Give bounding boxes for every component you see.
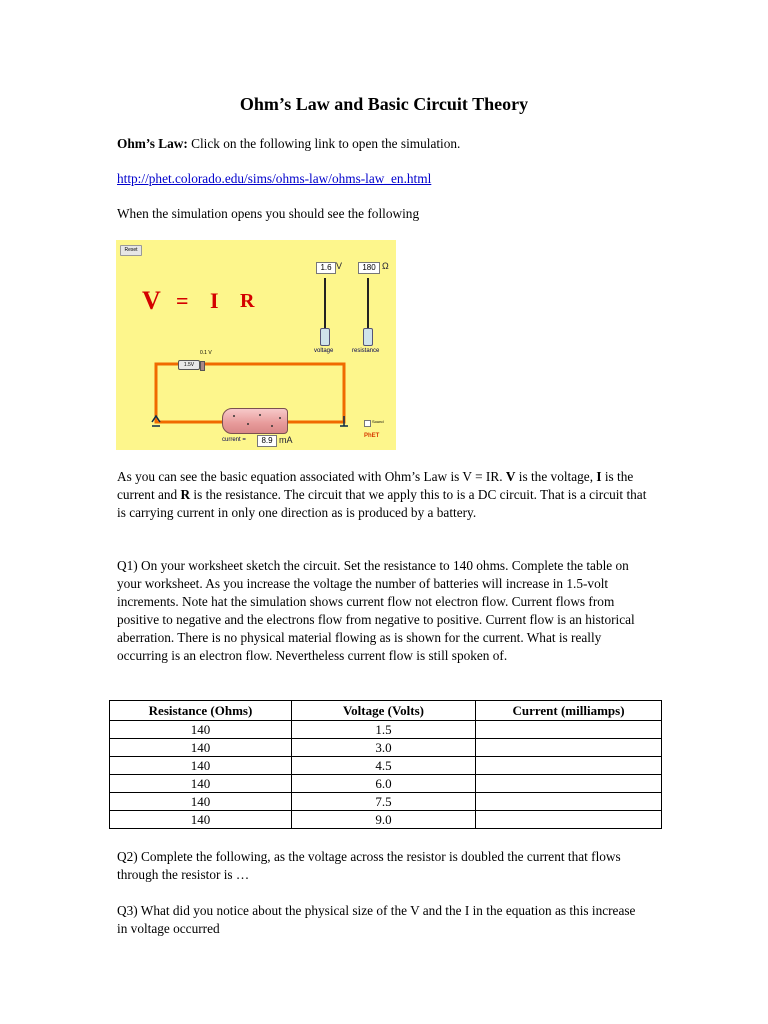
equation-v: V [142, 286, 161, 315]
equation-i: I [210, 288, 219, 313]
paragraph-text: As you can see the basic equation associated with Ohm’s Law is V = IR. [117, 469, 506, 484]
voltage-cell: 9.0 [292, 811, 476, 829]
column-header-voltage: Voltage (Volts) [292, 701, 476, 721]
resistance-cell: 140 [110, 721, 292, 739]
voltage-cell: 6.0 [292, 775, 476, 793]
voltage-readout: 1.6 [316, 262, 336, 274]
reset-button[interactable]: Reset [120, 245, 142, 256]
equation-paragraph [117, 468, 647, 522]
page-title: Ohm’s Law and Basic Circuit Theory [239, 94, 529, 114]
table-row [110, 739, 662, 757]
current-cell[interactable] [476, 739, 662, 757]
equation-equals: = [176, 288, 189, 313]
link-paragraph [117, 170, 647, 188]
resistor-dot [271, 425, 273, 427]
phet-logo: PhET [364, 433, 380, 439]
paragraph-text: is the current and [117, 469, 634, 502]
current-label: current = [222, 437, 246, 443]
intro-paragraph [117, 135, 647, 153]
resistance-cell: 140 [110, 757, 292, 775]
voltage-cell: 1.5 [292, 721, 476, 739]
voltage-cell: 3.0 [292, 739, 476, 757]
ohms-law-label: Ohm’s Law: [117, 136, 188, 151]
resistor-dot [247, 423, 249, 425]
data-table [109, 700, 662, 829]
question-3: Q3) What did you notice about the physical size of the V and the I in the equation as this increase in voltage occurred [117, 903, 636, 936]
r-symbol: R [180, 487, 191, 502]
ohms-law-simulation-image [116, 240, 396, 450]
sound-checkbox[interactable] [364, 420, 371, 427]
resistance-unit: Ω [382, 261, 389, 271]
current-readout: 8.9 [257, 435, 277, 447]
sound-checkbox-label: Sound [372, 419, 384, 424]
voltage-cell: 4.5 [292, 757, 476, 775]
resistor-dot [279, 417, 281, 419]
paragraph-text: is the voltage, [515, 469, 597, 484]
current-cell[interactable] [476, 775, 662, 793]
table-row [110, 757, 662, 775]
resistor [222, 408, 288, 434]
column-header-current: Current (milliamps) [476, 701, 662, 721]
resistance-cell: 140 [110, 739, 292, 757]
battery-terminal [200, 361, 205, 371]
resistance-readout: 180 [358, 262, 380, 274]
voltage-slider-label: voltage [314, 348, 334, 354]
resistor-dot [233, 415, 235, 417]
current-unit: mA [279, 435, 293, 445]
table-row [110, 775, 662, 793]
table-row [110, 811, 662, 829]
column-header-resistance: Resistance (Ohms) [110, 701, 292, 721]
table-row [110, 793, 662, 811]
v-symbol: V [505, 469, 516, 484]
current-cell[interactable] [476, 757, 662, 775]
resistor-dot [259, 414, 261, 416]
table-row [110, 721, 662, 739]
current-cell[interactable] [476, 721, 662, 739]
intro-text: Click on the following link to open the simulation. [187, 136, 461, 151]
battery: 1.5V [178, 360, 200, 370]
sim-intro-paragraph: When the simulation opens you should see the following [117, 206, 420, 221]
resistance-cell: 140 [110, 793, 292, 811]
voltage-unit: V [336, 261, 343, 271]
question-2: Q2) Complete the following, as the voltage across the resistor is doubled the current that flows through the resistor is … [117, 849, 621, 882]
current-cell[interactable] [476, 793, 662, 811]
equation-r: R [240, 290, 255, 312]
voltage-cell: 7.5 [292, 793, 476, 811]
resistance-cell: 140 [110, 811, 292, 829]
battery-voltage-label: 0.1 V [200, 350, 212, 356]
current-cell[interactable] [476, 811, 662, 829]
resistance-slider-label: resistance [352, 348, 380, 354]
table-header-row [110, 701, 662, 721]
resistance-cell: 140 [110, 775, 292, 793]
simulation-link[interactable]: http://phet.colorado.edu/sims/ohms-law/ohms-law_en.html [117, 171, 432, 186]
paragraph-text: is the resistance. The circuit that we apply this to is a DC circuit. That is a circuit that is carrying current in only one direction as is produced by a battery. [117, 487, 647, 520]
i-symbol: I [596, 469, 602, 484]
question-1: Q1) On your worksheet sketch the circuit. Set the resistance to 140 ohms. Complete the table on your worksheet. As you increase the voltage the number of batteries will increase in 1.5-volt increments. Note hat the simulation shows current flow not electron flow. Current flows from positive to negative and the electrons flow from negative to positive. Current flow is an historical aberration. There is no physical material flowing as is shown for the current. What is really occurring is an electron flow. Nevertheless current flow is still spoken of. [117, 558, 635, 663]
